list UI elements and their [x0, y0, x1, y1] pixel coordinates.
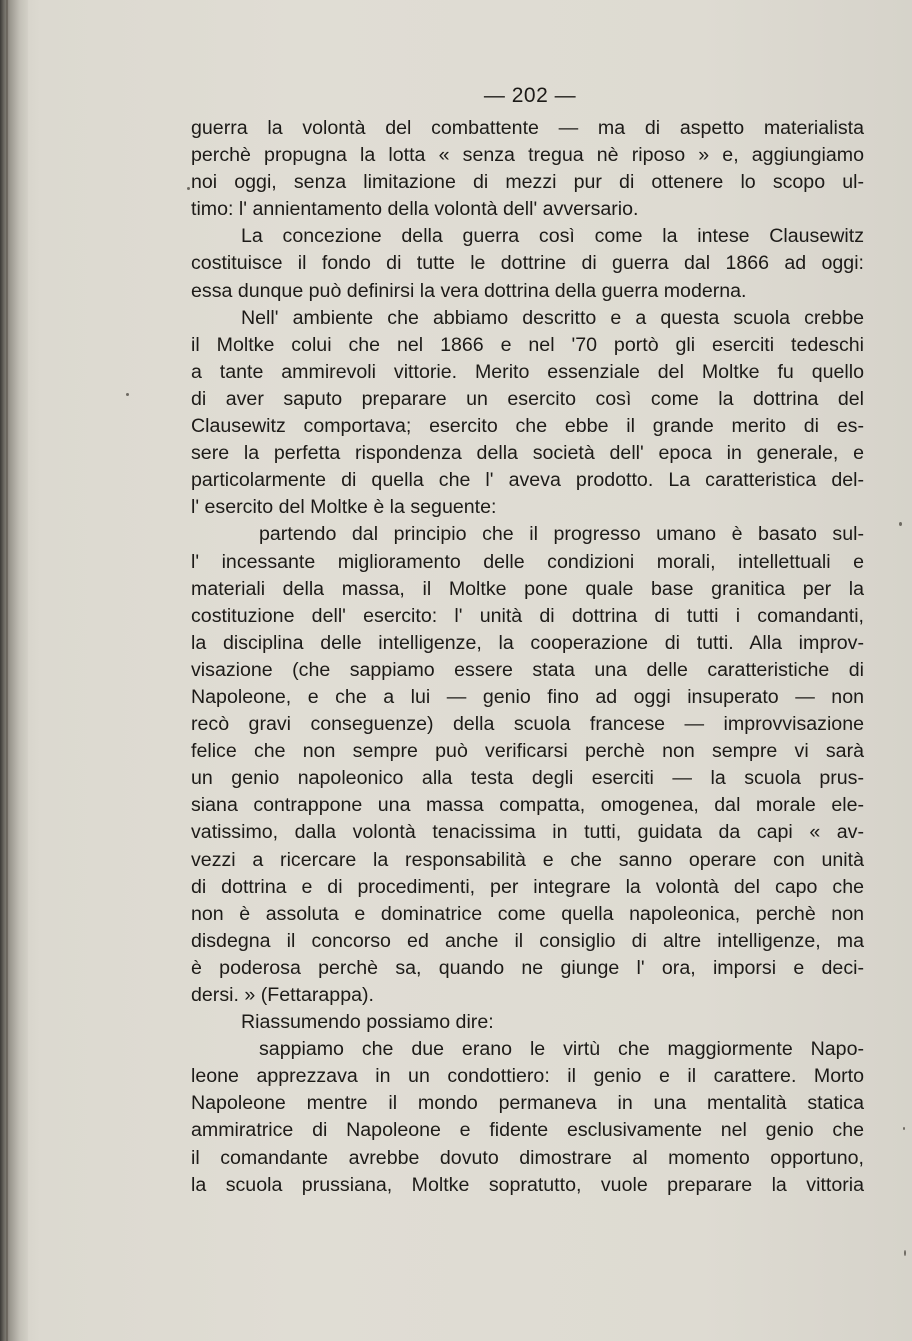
page-number: — 202 — — [483, 84, 577, 107]
paper-speck — [187, 187, 190, 190]
paper-speck — [903, 1127, 905, 1130]
text-line: vezzi a ricercare la responsabilità e che sanno operare con unità — [191, 848, 864, 871]
text-line: Napoleone mentre il mondo permaneva in una mentalità statica — [191, 1092, 864, 1115]
text-line: guerra la volontà del combattente — ma di aspetto materialista — [191, 117, 864, 139]
text-line: Riassumendo possiamo dire: — [241, 1011, 494, 1034]
text-line: partendo dal principio che il progresso umano è basato sul- — [259, 523, 864, 546]
text-line: l' incessante miglioramento delle condizioni morali, intellettuali e — [191, 550, 864, 573]
text-line: costituisce il fondo di tutte le dottrine di guerra dal 1866 ad oggi: — [191, 252, 864, 275]
text-line: Nell' ambiente che abbiamo descritto e a questa scuola crebbe — [241, 306, 864, 329]
text-line: La concezione della guerra così come la intese Clausewitz — [241, 225, 864, 248]
text-line: timo: l' annientamento della volontà dell' avversario. — [191, 198, 639, 221]
text-line: materiali della massa, il Moltke pone quale base granitica per la — [191, 577, 864, 600]
paper-speck — [899, 522, 902, 526]
text-line: felice che non sempre può verificarsi perchè non sempre vi sarà — [191, 740, 864, 763]
text-line: noi oggi, senza limitazione di mezzi pur di ottenere lo scopo ul- — [191, 171, 864, 194]
text-line: ammiratrice di Napoleone e fidente esclusivamente nel genio che — [191, 1119, 864, 1142]
text-line: sere la perfetta rispondenza della società dell' epoca in generale, e — [191, 442, 864, 465]
text-line: di aver saputo preparare un esercito così come la dottrina del — [191, 387, 864, 410]
text-line: costituzione dell' esercito: l' unità di dottrina di tutti i comandanti, — [191, 604, 864, 627]
text-line: la scuola prussiana, Moltke sopratutto, vuole preparare la vittoria — [191, 1173, 864, 1196]
text-line: dersi. » (Fettarappa). — [191, 984, 374, 1006]
text-line: sappiamo che due erano le virtù che maggiormente Napo- — [259, 1038, 864, 1061]
text-line: Clausewitz comportava; esercito che ebbe il grande merito di es- — [191, 415, 864, 438]
text-line: è poderosa perchè sa, quando ne giunge l' ora, imporsi e deci- — [191, 956, 864, 979]
text-line: il Moltke colui che nel 1866 e nel '70 portò gli eserciti tedeschi — [191, 333, 864, 356]
text-line: essa dunque può definirsi la vera dottrina della guerra moderna. — [191, 279, 747, 302]
text-line: recò gravi conseguenze) della scuola francese — improvvisazione — [191, 713, 864, 736]
paper-speck — [904, 1250, 906, 1256]
text-line: perchè propugna la lotta « senza tregua nè riposo » e, aggiungiamo — [191, 144, 864, 167]
text-line: leone apprezzava in un condottiero: il genio e il carattere. Morto — [191, 1065, 864, 1088]
text-line: non è assoluta e dominatrice come quella napoleonica, perchè non — [191, 902, 864, 925]
text-line: visazione (che sappiamo essere stata una delle caratteristiche di — [191, 658, 864, 681]
paper-speck — [126, 393, 129, 396]
text-line: siana contrappone una massa compatta, omogenea, dal morale ele- — [191, 794, 864, 817]
text-line: vatissimo, dalla volontà tenacissima in tutti, guidata da capi « av- — [191, 821, 864, 844]
text-line: di dottrina e di procedimenti, per integrare la volontà del capo che — [191, 875, 864, 898]
text-line: la disciplina delle intelligenze, la cooperazione di tutti. Alla improv- — [191, 631, 864, 654]
book-binding-edge — [0, 0, 28, 1341]
text-line: particolarmente di quella che l' aveva prodotto. La caratteristica del- — [191, 469, 864, 492]
text-line: l' esercito del Moltke è la seguente: — [191, 496, 497, 519]
text-line: Napoleone, e che a lui — genio fino ad oggi insuperato — non — [191, 685, 864, 708]
body-text — [191, 115, 864, 1199]
binding-shadow-line — [6, 0, 8, 1341]
text-line: il comandante avrebbe dovuto dimostrare al momento opportuno, — [191, 1146, 864, 1169]
text-line: disdegna il concorso ed anche il consiglio di altre intelligenze, ma — [191, 929, 864, 952]
text-line: a tante ammirevoli vittorie. Merito essenziale del Moltke fu quello — [191, 360, 864, 383]
text-line: un genio napoleonico alla testa degli eserciti — la scuola prus- — [191, 767, 864, 790]
